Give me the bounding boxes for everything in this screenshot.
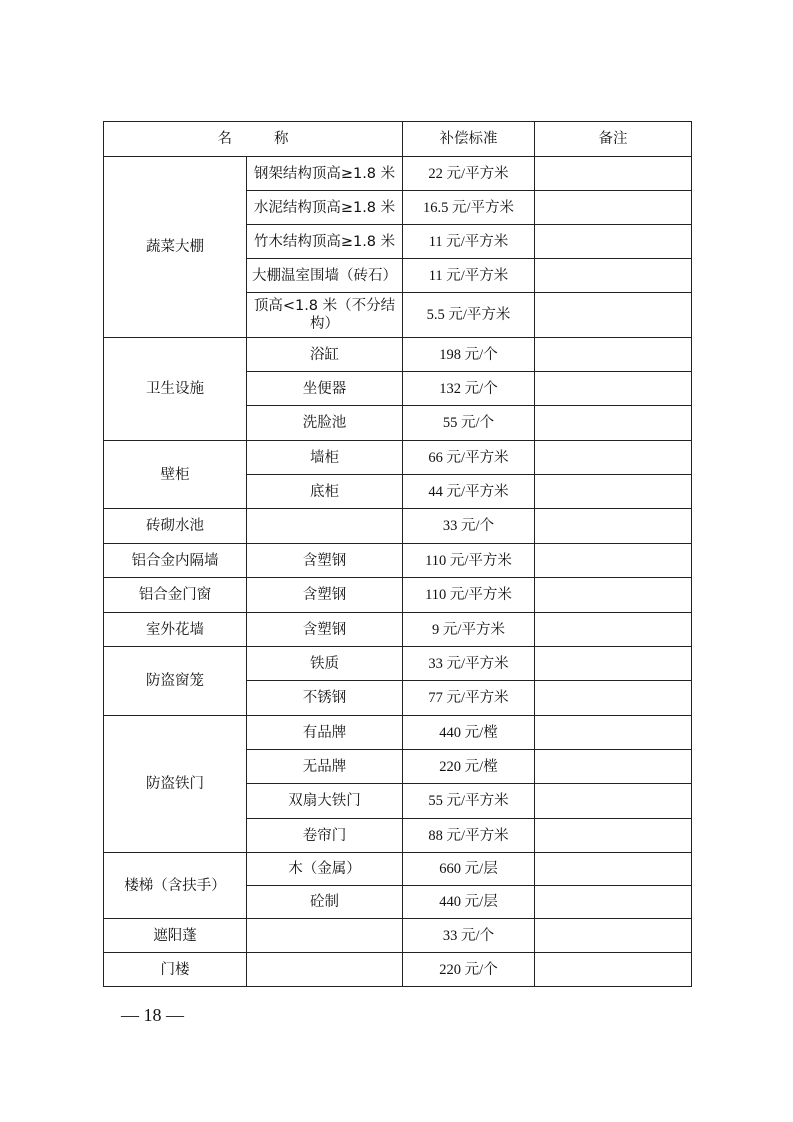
category-cell: 防盗铁门: [104, 716, 247, 853]
table-row: [104, 853, 692, 886]
item-name-cell: 含塑钢: [247, 578, 403, 613]
table-body: [104, 157, 692, 987]
item-name-cell: 含塑钢: [247, 544, 403, 578]
item-name-cell: 竹木结构顶高≥1.8 米: [247, 225, 403, 259]
item-name-cell: 木（金属）: [247, 853, 403, 886]
standard-cell: 22 元/平方米: [403, 157, 535, 191]
standard-cell: 660 元/层: [403, 853, 535, 886]
standard-cell: 11 元/平方米: [403, 225, 535, 259]
table-row: [104, 509, 692, 544]
header-remarks: 备注: [535, 122, 692, 157]
remarks-cell: [535, 406, 692, 441]
item-name-cell: 铁质: [247, 647, 403, 681]
standard-cell: 66 元/平方米: [403, 441, 535, 475]
category-cell: 铝合金内隔墙: [104, 544, 247, 578]
remarks-cell: [535, 853, 692, 886]
item-name-cell: 洗脸池: [247, 406, 403, 441]
category-cell: 遮阳蓬: [104, 919, 247, 953]
category-cell: 防盗窗笼: [104, 647, 247, 716]
standard-cell: 11 元/平方米: [403, 259, 535, 293]
item-name-cell: 坐便器: [247, 372, 403, 406]
standard-cell: 33 元/个: [403, 509, 535, 544]
standard-cell: 44 元/平方米: [403, 475, 535, 509]
category-cell: 卫生设施: [104, 338, 247, 441]
remarks-cell: [535, 613, 692, 647]
item-name-cell: [247, 509, 403, 544]
item-name-cell: [247, 919, 403, 953]
table-row: [104, 578, 692, 613]
item-name-cell: 钢架结构顶高≥1.8 米: [247, 157, 403, 191]
remarks-cell: [535, 886, 692, 919]
table-row: [104, 441, 692, 475]
table-row: [104, 647, 692, 681]
standard-cell: 5.5 元/平方米: [403, 293, 535, 338]
standard-cell: 33 元/平方米: [403, 647, 535, 681]
item-name-cell: [247, 953, 403, 987]
standard-cell: 55 元/平方米: [403, 784, 535, 819]
standard-cell: 9 元/平方米: [403, 613, 535, 647]
table-row: [104, 953, 692, 987]
category-cell: 楼梯（含扶手）: [104, 853, 247, 919]
header-standard: 补偿标准: [403, 122, 535, 157]
remarks-cell: [535, 544, 692, 578]
item-name-cell: 水泥结构顶高≥1.8 米: [247, 191, 403, 225]
standard-cell: 198 元/个: [403, 338, 535, 372]
category-cell: 蔬菜大棚: [104, 157, 247, 338]
standard-cell: 220 元/樘: [403, 750, 535, 784]
table-row: [104, 157, 692, 191]
standard-cell: 220 元/个: [403, 953, 535, 987]
table-row: [104, 716, 692, 750]
remarks-cell: [535, 953, 692, 987]
remarks-cell: [535, 750, 692, 784]
remarks-cell: [535, 157, 692, 191]
category-cell: 砖砌水池: [104, 509, 247, 544]
compensation-table: [103, 121, 692, 987]
remarks-cell: [535, 191, 692, 225]
category-cell: 铝合金门窗: [104, 578, 247, 613]
remarks-cell: [535, 441, 692, 475]
header-name-char-2: 称: [274, 131, 289, 147]
remarks-cell: [535, 509, 692, 544]
item-name-cell: 砼制: [247, 886, 403, 919]
table-row: [104, 544, 692, 578]
item-name-cell: 卷帘门: [247, 819, 403, 853]
table-row: [104, 919, 692, 953]
page-number: — 18 —: [121, 1005, 184, 1025]
remarks-cell: [535, 372, 692, 406]
header-name-char-1: 名: [217, 131, 232, 147]
item-name-cell: 墙柜: [247, 441, 403, 475]
item-name-cell: 不锈钢: [247, 681, 403, 716]
remarks-cell: [535, 784, 692, 819]
category-cell: 壁柜: [104, 441, 247, 509]
standard-cell: 88 元/平方米: [403, 819, 535, 853]
standard-cell: 110 元/平方米: [403, 578, 535, 613]
item-name-cell: 底柜: [247, 475, 403, 509]
category-cell: 室外花墙: [104, 613, 247, 647]
remarks-cell: [535, 919, 692, 953]
standard-cell: 33 元/个: [403, 919, 535, 953]
item-name-cell: 含塑钢: [247, 613, 403, 647]
standard-cell: 440 元/层: [403, 886, 535, 919]
standard-cell: 55 元/个: [403, 406, 535, 441]
item-name-cell: 双扇大铁门: [247, 784, 403, 819]
header-name: [104, 122, 403, 157]
remarks-cell: [535, 578, 692, 613]
standard-cell: 77 元/平方米: [403, 681, 535, 716]
remarks-cell: [535, 819, 692, 853]
remarks-cell: [535, 716, 692, 750]
remarks-cell: [535, 259, 692, 293]
item-name-cell: 大棚温室围墙（砖石）: [247, 259, 403, 293]
category-cell: 门楼: [104, 953, 247, 987]
remarks-cell: [535, 338, 692, 372]
standard-cell: 16.5 元/平方米: [403, 191, 535, 225]
remarks-cell: [535, 293, 692, 338]
item-name-cell: 浴缸: [247, 338, 403, 372]
item-name-cell: 无品牌: [247, 750, 403, 784]
standard-cell: 132 元/个: [403, 372, 535, 406]
remarks-cell: [535, 681, 692, 716]
item-name-cell: 顶高<1.8 米（不分结构）: [247, 293, 403, 338]
table-row: [104, 613, 692, 647]
standard-cell: 110 元/平方米: [403, 544, 535, 578]
standard-cell: 440 元/樘: [403, 716, 535, 750]
item-name-cell: 有品牌: [247, 716, 403, 750]
remarks-cell: [535, 647, 692, 681]
table-row: [104, 338, 692, 372]
remarks-cell: [535, 225, 692, 259]
remarks-cell: [535, 475, 692, 509]
header-row: [104, 122, 692, 157]
